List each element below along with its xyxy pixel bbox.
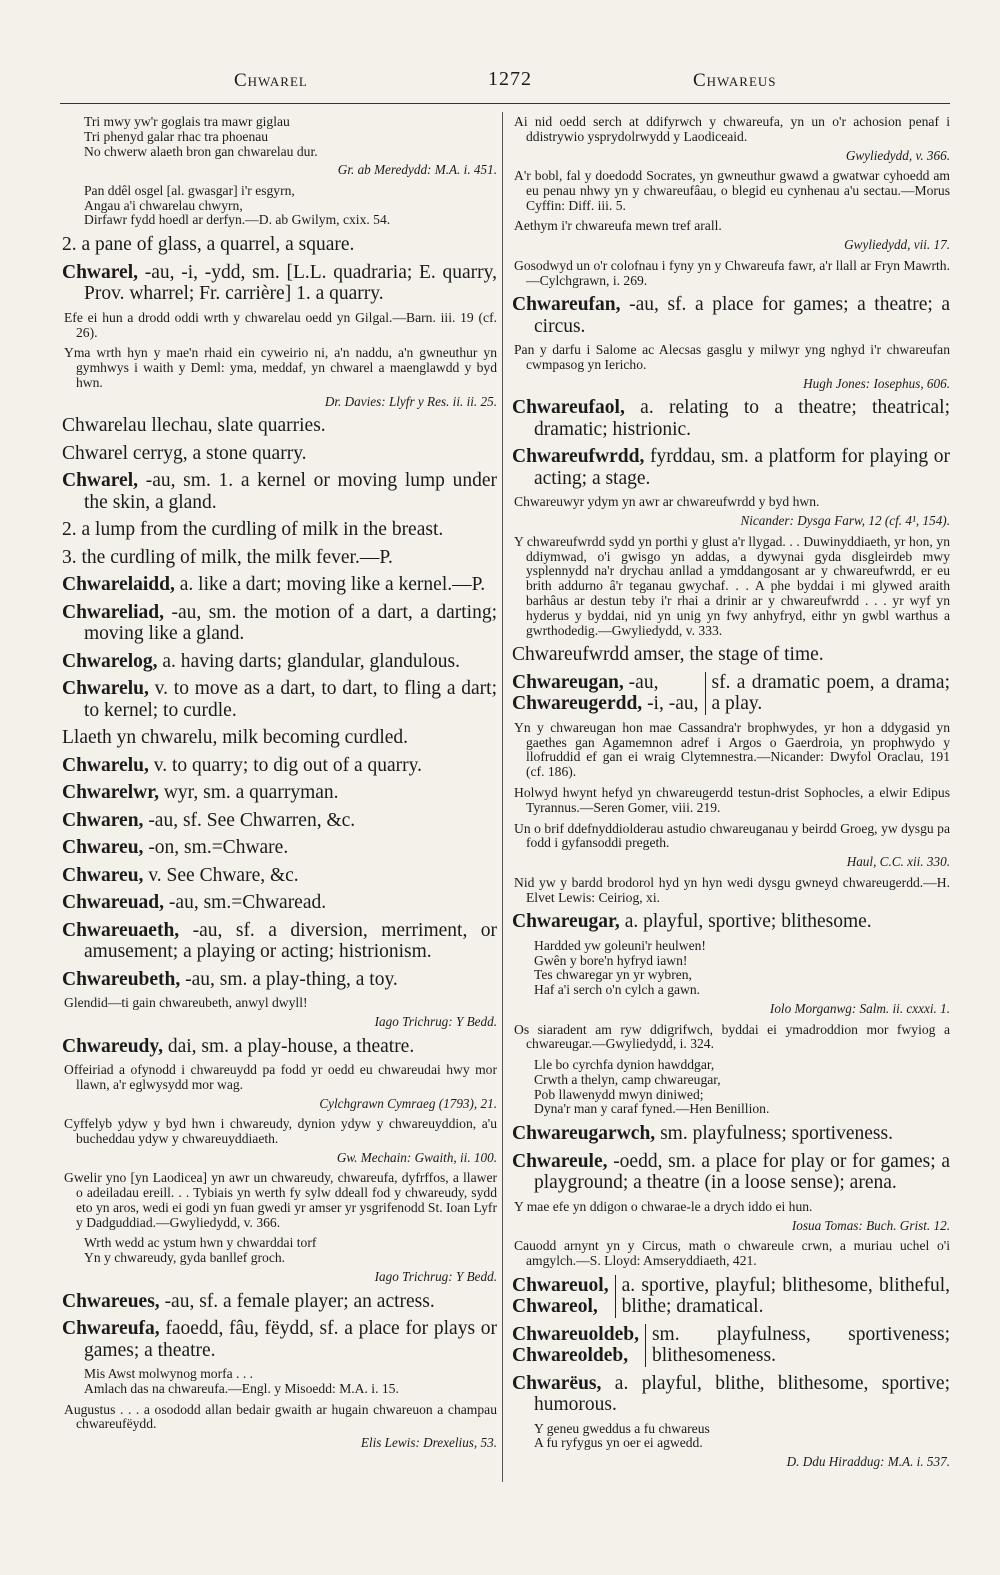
quotation: Chwareuwyr ydym yn awr ar chwareufwrdd y byd hwn. — [514, 494, 820, 510]
headword: Chwareufa, — [62, 1318, 160, 1340]
verse-quotation: Pan ddêl osgel [al. gwasgar] i'r esgyrn, Angau a'i chwarelau chwyrn, Dirfawr fydd hoedl ar derfyn.—D. ab Gwilym, cxix. 54. — [84, 182, 391, 228]
headword: Chwareugan, — [512, 671, 624, 693]
headword: Chwareoldeb, — [512, 1345, 629, 1367]
verse-quotation: Tri mwy yw'r goglais tra mawr giglau Tri phenyd galar rhac tra phoenau No chwerw alaeth bron gan chwarelau dur. — [84, 114, 318, 159]
citation: D. Ddu Hiraddug: M.A. i. 537. — [786, 1454, 950, 1470]
definition: v. to move as a dart, to dart, to fling a dart; to kernel; to curdle. — [84, 678, 498, 721]
quotation: Cyffelyb ydyw y byd hwn i chwareudy, dynion ydyw y chwareuyddion, a'u bucheddau ydyw y chwareuyddiaeth. — [64, 1116, 497, 1146]
quotation: Gosodwyd un o'r colofnau i fyny yn y Chwareufa fawr, a'r llall ar Fryn Mawrth.—Cylchgrawn, i. 269. — [514, 257, 950, 288]
citation: Dr. Davies: Llyfr y Res. ii. ii. 25. — [324, 393, 497, 409]
dictionary-entry — [512, 446, 950, 489]
sense-line: Chwarelau llechau, slate quarries. — [62, 415, 326, 437]
citation: Gwyliedydd, v. 366. — [845, 147, 950, 163]
headword: Chwarelwr, — [62, 782, 159, 804]
definition: a. relating to a theatre; theatrical; dramatic; histrionic. — [534, 397, 951, 440]
quotation: Cauodd arnynt yn y Circus, math o chwareule crwn, a muriau uchel o'i amgylch.—S. Lloyd: Amseryddiaeth, 421. — [514, 1238, 950, 1268]
left-column — [62, 112, 497, 1457]
citation: Iolo Morganwg: Salm. ii. cxxxi. 1. — [769, 1001, 950, 1016]
dictionary-entry — [62, 1036, 497, 1058]
dictionary-entry — [62, 470, 497, 513]
dictionary-entry — [62, 837, 497, 859]
dictionary-entry — [62, 755, 497, 777]
definition: -au, sm.=Chwaread. — [168, 892, 327, 914]
definition: dai, sm. a play-house, a theatre. — [167, 1035, 415, 1057]
definition: v. to quarry; to dig out of a quarry. — [153, 754, 422, 776]
headword-suffix: -i, -au, — [647, 693, 699, 715]
running-head-left: Chwarel — [234, 70, 308, 91]
dictionary-entry — [512, 1151, 950, 1194]
quotation: A'r bobl, fal y doedodd Socrates, yn gwneuthur gwawd a gwatwar cyhoedd am eu penau nhwy yn y chwareufâau, o blegid eu cynhenau a'u sectau.—Morus Cyffin: Diff. iii. 5. — [514, 168, 950, 213]
dictionary-entry — [62, 651, 497, 673]
definition: -au, sm. the motion of a dart, a darting; moving like a gland. — [84, 601, 497, 645]
quotation: Holwyd hwynt hefyd yn chwareugerdd testun-drist Sophocles, a elwir Edipus Tyrannus.—Seren Gomer, viii. 219. — [514, 785, 950, 815]
dictionary-entry-pair — [512, 1324, 950, 1367]
headword: Chwareufan, — [512, 294, 621, 316]
definition: sf. a dramatic poem, a drama; a play. — [711, 671, 950, 715]
citation: Nicander: Dysga Farw, 12 (cf. 4¹, 154). — [740, 513, 950, 529]
dictionary-entry — [512, 294, 950, 337]
definition: a. sportive, playful; blithesome, blitheful, blithe; dramatical. — [621, 1274, 950, 1318]
quotation: Gwelir yno [yn Laodicea] yn awr un chwareudy, chwareufa, dyfrffos, a llawer o adeiladau ereill. . . Tybiais yn werth fy sylw ddeall fod y chwareudy, sydd eto yn aros, wedi ei godi yn fuan gwedi yr amser yr ysgrifenodd St. Ioan Lyfr y Dadguddiad.—Gwyliedydd, v. 366. — [64, 1170, 497, 1230]
citation: Iago Trichrug: Y Bedd. — [374, 1269, 497, 1285]
definition: wyr, sm. a quarryman. — [163, 782, 339, 804]
dictionary-entry — [62, 1291, 497, 1313]
headword: Chwareugerdd, — [512, 693, 643, 715]
quotation: Yn y chwareugan hon mae Cassandra'r brophwydes, yr hon a ddygasid yn gaethes gan Agamemnon adref i Argos o Gaerdroia, yn prophwydo y llofruddid ef gan ei wraig Clytemnestra.—Nicander: Dwyfol Oraclau, 191 (cf. 186). — [514, 719, 950, 780]
dictionary-entry — [62, 602, 497, 645]
citation: Gwyliedydd, vii. 17. — [844, 237, 950, 253]
headword: Chwareol, — [512, 1296, 598, 1318]
citation: Iosua Tomas: Buch. Grist. 12. — [791, 1217, 950, 1233]
dictionary-entry — [512, 397, 950, 440]
sense-line: 3. the curdling of milk, the milk fever.—P. — [62, 546, 393, 568]
headword: Chwareudy, — [62, 1035, 163, 1057]
citation: Gr. ab Meredydd: M.A. i. 451. — [337, 162, 497, 178]
headword: Chwarel, — [62, 261, 139, 283]
dictionary-entry — [62, 1318, 497, 1361]
citation: Gw. Mechain: Gwaith, ii. 100. — [336, 1149, 497, 1165]
headword: Chwareuaeth, — [62, 919, 180, 941]
definition: a. playful, sportive; blithesome. — [624, 911, 872, 933]
sense-line: Chwarel cerryg, a stone quarry. — [62, 442, 307, 464]
definition: fyrddau, sm. a platform for playing or acting; a stage. — [534, 446, 951, 489]
dictionary-entry — [512, 1123, 950, 1145]
dictionary-entry — [62, 920, 497, 963]
citation: Haul, C.C. xii. 330. — [846, 854, 950, 870]
verse-quotation: Mis Awst molwynog morfa . . . Amlach das na chwareufa.—Engl. y Misoedd: M.A. i. 15. — [84, 1366, 399, 1396]
header-rule — [60, 103, 950, 104]
definition: -au, sm. a play-thing, a toy. — [185, 968, 398, 990]
dictionary-entry — [62, 892, 497, 914]
definition: -au, sf. a place for games; a theatre; a circus. — [534, 294, 950, 337]
headword: Chwareu, — [62, 837, 144, 859]
quotation: Glendid—ti gain chwareubeth, anwyl dwyll! — [64, 995, 308, 1011]
headword-suffix: -au, — [628, 671, 659, 693]
headword: Chwaren, — [62, 809, 144, 831]
quotation: Yma wrth hyn y mae'n rhaid ein cyweirio ni, a'n naddu, a'n gwneuthur yn gymhwys i waith y Deml: yma, meddaf, yn chwarel a maenglawdd y byd hwn. — [64, 345, 497, 390]
quotation: Augustus . . . a osododd allan bedair gwaith ar hugain chwareuon a champau chwareufëydd. — [64, 1401, 497, 1432]
page-number: 1272 — [488, 68, 532, 90]
sense-line: 2. a pane of glass, a quarrel, a square. — [62, 234, 355, 256]
headword: Chwarelu, — [62, 678, 149, 700]
column-divider — [502, 112, 503, 1482]
quotation: Nid yw y bardd brodorol hyd yn hyn wedi dysgu gwneyd chwareugerdd.—H. Elvet Lewis: Ceiriog, xi. — [514, 874, 950, 905]
dictionary-entry — [62, 262, 497, 305]
headword: Chwarëus, — [512, 1372, 602, 1394]
dictionary-entry-pair — [512, 1275, 950, 1318]
quotation: Aethym i'r chwareufa mewn tref arall. — [514, 218, 722, 234]
definition: sm. playfulness, sportiveness; blithesomeness. — [651, 1323, 950, 1367]
headword: Chwareugarwch, — [512, 1123, 656, 1145]
verse-quotation: Y geneu gweddus a fu chwareus A fu ryfygus yn oer ei agwedd. — [534, 1420, 710, 1451]
definition: -au, sm. 1. a kernel or moving lump under the skin, a gland. — [84, 470, 497, 513]
dictionary-entry — [62, 678, 497, 721]
sense-line: 2. a lump from the curdling of milk in the breast. — [62, 519, 444, 541]
headword: Chwareliad, — [62, 601, 165, 623]
definition: -au, sf. See Chwarren, &c. — [148, 809, 356, 831]
headword: Chwareufwrdd, — [512, 446, 645, 468]
verse-quotation: Hardded yw goleuni'r heulwen! Gwên y bore'n hyfryd iawn! Tes chwaregar yn yr wybren, Haf a'i serch o'n cylch a gawn. — [534, 937, 706, 998]
citation: Hugh Jones: Iosephus, 606. — [803, 375, 950, 391]
sense-line: Chwareufwrdd amser, the stage of time. — [512, 644, 824, 666]
headword: Chwarel, — [62, 470, 139, 492]
quotation: Offeiriad a ofynodd i chwareuydd pa fodd yr oedd eu chwareudai hwy mor llawn, a'r eglwysydd mor wag. — [64, 1062, 497, 1092]
verse-quotation: Wrth wedd ac ystum hwn y chwarddai torf Yn y chwareudy, gyda banllef groch. — [84, 1235, 317, 1266]
dictionary-entry — [62, 865, 497, 887]
quotation: Ai nid oedd serch at ddifyrwch y chwareufa, yn un o'r achosion penaf i ddistrywio ysprydolrwydd y Laodiceaid. — [514, 114, 950, 144]
headword: Chwareuad, — [62, 892, 165, 914]
definition: -au, sf. a diversion, merriment, or amusement; a playing or acting; histrionism. — [84, 919, 498, 963]
citation: Iago Trichrug: Y Bedd. — [374, 1014, 497, 1030]
dictionary-entry — [62, 574, 497, 596]
headword: Chwareule, — [512, 1150, 608, 1172]
quotation: Y chwareufwrdd sydd yn porthi y glust a'r llygad. . . Duwinyddiaeth, yr hon, yn ddiymwad, o'i gwisgo yn addas, a dywynai gyda disgleirdeb mwy ysplennydd na'r drychau anllad a ymddangosant ar y chwareufwrdd, er eu brith addurno â'r teganau gwychaf. . . A phe byddai i mi glywed araith barhâus ar destun teby i'r rhai a drinir ar y chwareufwrdd . . . yr wyf yn hyderus y byddai, nid yn unig yn fwy anhyfryd, eithr yn gwbl warthus a gwrthodedig.—Gwyliedydd, v. 333. — [514, 533, 950, 638]
dictionary-entry — [512, 911, 950, 933]
headword: Chwarelaidd, — [62, 574, 175, 596]
definition: a. like a dart; moving like a kernel.—P. — [179, 574, 486, 596]
definition: a. playful, blithe, blithesome, sportive; humorous. — [534, 1372, 951, 1416]
definition: a. having darts; glandular, glandulous. — [162, 650, 461, 672]
headword: Chwarelog, — [62, 650, 158, 672]
headword: Chwareues, — [62, 1290, 160, 1312]
dictionary-entry — [62, 969, 497, 991]
running-head-right: Chwareus — [693, 70, 777, 91]
quotation: Efe ei hun a drodd oddi wrth y chwarelau oedd yn Gilgal.—Barn. iii. 19 (cf. 26). — [64, 309, 497, 340]
quotation: Un o brif ddefnyddiolderau astudio chwareuganau y beirdd Groeg, yw dysgu pa fodd i gyfansoddi pregeth. — [514, 820, 950, 851]
citation: Cylchgrawn Cymraeg (1793), 21. — [319, 1095, 497, 1111]
quotation: Y mae efe yn ddigon o chwarae-le a drych iddo ei hun. — [514, 1198, 813, 1214]
headword: Chwareufaol, — [512, 397, 625, 419]
dictionary-entry-pair — [512, 672, 950, 715]
headword: Chwareu, — [62, 864, 144, 886]
citation: Elis Lewis: Drexelius, 53. — [360, 1435, 497, 1451]
definition: -on, sm.=Chware. — [148, 837, 289, 859]
headword: Chwarelu, — [62, 754, 149, 776]
headword: Chwareuol, — [512, 1274, 609, 1296]
right-column — [512, 112, 950, 1476]
dictionary-entry — [62, 782, 497, 804]
dictionary-entry — [512, 1373, 950, 1416]
definition: faoedd, fâu, fëydd, sf. a place for plays or games; a theatre. — [84, 1318, 497, 1361]
headword: Chwareubeth, — [62, 968, 181, 990]
running-head — [58, 60, 948, 100]
definition: v. See Chware, &c. — [148, 864, 299, 886]
definition: -au, -i, -ydd, sm. [L.L. quadraria; E. quarry, Prov. wharrel; Fr. carrière] 1. a quarry. — [84, 261, 498, 305]
definition: -au, sf. a female player; an actress. — [164, 1290, 435, 1312]
quotation: Os siaradent am ryw ddigrifwch, byddai ei ymadroddion mor fwyiog a chwareugar.—Gwyliedydd, i. 324. — [514, 1021, 950, 1052]
dictionary-entry — [62, 810, 497, 832]
sense-line: Llaeth yn chwarelu, milk becoming curdled. — [62, 727, 409, 749]
headword: Chwareugar, — [512, 911, 620, 933]
headword: Chwareuoldeb, — [512, 1323, 639, 1345]
definition: -oedd, sm. a place for play or for games; a playground; a theatre (in a loose sense); arena. — [534, 1150, 951, 1194]
quotation: Pan y darfu i Salome ac Alecsas gasglu y milwyr yng nghyd i'r chwareufan cwmpasog yn Iericho. — [514, 342, 950, 373]
definition: sm. playfulness; sportiveness. — [660, 1123, 893, 1145]
verse-quotation: Lle bo cyrchfa dynion hawddgar, Crwth a thelyn, camp chwareugar, Pob llawenydd mwyn diniwed; Dyna'r man y caraf fyned.—Hen Benillion. — [534, 1057, 770, 1117]
columns — [62, 112, 950, 1555]
